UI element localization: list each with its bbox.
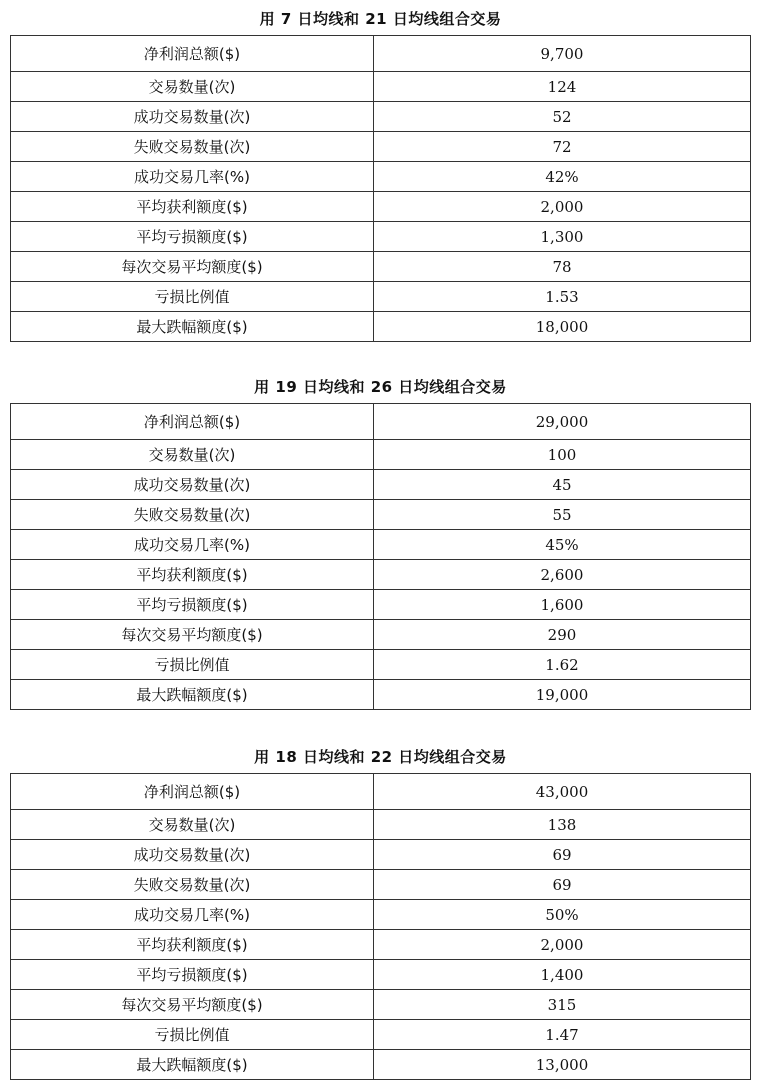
row-label: 净利润总额($)	[11, 774, 374, 810]
table-row	[11, 192, 751, 222]
row-value: 1,300	[374, 222, 751, 252]
row-value: 69	[374, 840, 751, 870]
table-row	[11, 900, 751, 930]
section-title: 用 19 日均线和 26 日均线组合交易	[254, 378, 507, 396]
row-value: 9,700	[374, 36, 751, 72]
row-value: 2,600	[374, 560, 751, 590]
stats-table	[10, 35, 751, 342]
row-value: 124	[374, 72, 751, 102]
row-value: 100	[374, 440, 751, 470]
row-label: 亏损比例值	[11, 282, 374, 312]
row-label: 平均亏损额度($)	[11, 222, 374, 252]
row-label: 成功交易几率(%)	[11, 530, 374, 560]
row-value: 43,000	[374, 774, 751, 810]
row-label: 净利润总额($)	[11, 404, 374, 440]
row-label: 成功交易数量(次)	[11, 102, 374, 132]
row-value: 2,000	[374, 930, 751, 960]
table-row	[11, 102, 751, 132]
row-value: 19,000	[374, 680, 751, 710]
row-label: 最大跌幅额度($)	[11, 1050, 374, 1080]
table-row	[11, 960, 751, 990]
table-row	[11, 222, 751, 252]
row-label: 成功交易几率(%)	[11, 900, 374, 930]
row-label: 平均获利额度($)	[11, 930, 374, 960]
table-row	[11, 840, 751, 870]
row-label: 失败交易数量(次)	[11, 132, 374, 162]
section-ma-7-21	[10, 8, 751, 342]
table-row	[11, 440, 751, 470]
row-value: 13,000	[374, 1050, 751, 1080]
row-value: 18,000	[374, 312, 751, 342]
table-row	[11, 470, 751, 500]
row-value: 1.62	[374, 650, 751, 680]
row-label: 交易数量(次)	[11, 72, 374, 102]
row-label: 净利润总额($)	[11, 36, 374, 72]
row-label: 最大跌幅额度($)	[11, 680, 374, 710]
table-row	[11, 404, 751, 440]
row-value: 1,600	[374, 590, 751, 620]
row-label: 成功交易数量(次)	[11, 470, 374, 500]
row-value: 52	[374, 102, 751, 132]
row-label: 亏损比例值	[11, 650, 374, 680]
row-label: 成功交易数量(次)	[11, 840, 374, 870]
row-label: 失败交易数量(次)	[11, 870, 374, 900]
stats-table	[10, 773, 751, 1080]
table-row	[11, 560, 751, 590]
row-label: 最大跌幅额度($)	[11, 312, 374, 342]
table-row	[11, 1020, 751, 1050]
row-label: 交易数量(次)	[11, 440, 374, 470]
table-row	[11, 930, 751, 960]
row-value: 78	[374, 252, 751, 282]
section-title: 用 18 日均线和 22 日均线组合交易	[254, 748, 507, 766]
row-value: 1.53	[374, 282, 751, 312]
row-value: 45%	[374, 530, 751, 560]
row-value: 45	[374, 470, 751, 500]
row-label: 每次交易平均额度($)	[11, 990, 374, 1020]
table-row	[11, 162, 751, 192]
row-value: 315	[374, 990, 751, 1020]
row-label: 平均获利额度($)	[11, 192, 374, 222]
row-label: 交易数量(次)	[11, 810, 374, 840]
table-row	[11, 870, 751, 900]
row-value: 2,000	[374, 192, 751, 222]
row-value: 55	[374, 500, 751, 530]
row-label: 平均亏损额度($)	[11, 960, 374, 990]
row-label: 亏损比例值	[11, 1020, 374, 1050]
section-ma-18-22	[10, 746, 751, 1080]
row-value: 138	[374, 810, 751, 840]
table-row	[11, 990, 751, 1020]
table-row	[11, 36, 751, 72]
row-label: 成功交易几率(%)	[11, 162, 374, 192]
row-value: 42%	[374, 162, 751, 192]
row-value: 69	[374, 870, 751, 900]
row-label: 每次交易平均额度($)	[11, 252, 374, 282]
table-row	[11, 252, 751, 282]
row-value: 72	[374, 132, 751, 162]
table-row	[11, 620, 751, 650]
table-row	[11, 810, 751, 840]
table-row	[11, 312, 751, 342]
table-row	[11, 530, 751, 560]
table-row	[11, 72, 751, 102]
row-value: 290	[374, 620, 751, 650]
row-value: 1,400	[374, 960, 751, 990]
row-label: 每次交易平均额度($)	[11, 620, 374, 650]
table-row	[11, 650, 751, 680]
table-row	[11, 774, 751, 810]
stats-table	[10, 403, 751, 710]
table-row	[11, 1050, 751, 1080]
section-title: 用 7 日均线和 21 日均线组合交易	[259, 10, 502, 28]
row-label: 平均获利额度($)	[11, 560, 374, 590]
table-row	[11, 590, 751, 620]
row-value: 50%	[374, 900, 751, 930]
row-value: 29,000	[374, 404, 751, 440]
table-row	[11, 132, 751, 162]
table-row	[11, 282, 751, 312]
table-row	[11, 680, 751, 710]
table-row	[11, 500, 751, 530]
row-label: 平均亏损额度($)	[11, 590, 374, 620]
section-ma-19-26	[10, 376, 751, 710]
row-value: 1.47	[374, 1020, 751, 1050]
row-label: 失败交易数量(次)	[11, 500, 374, 530]
